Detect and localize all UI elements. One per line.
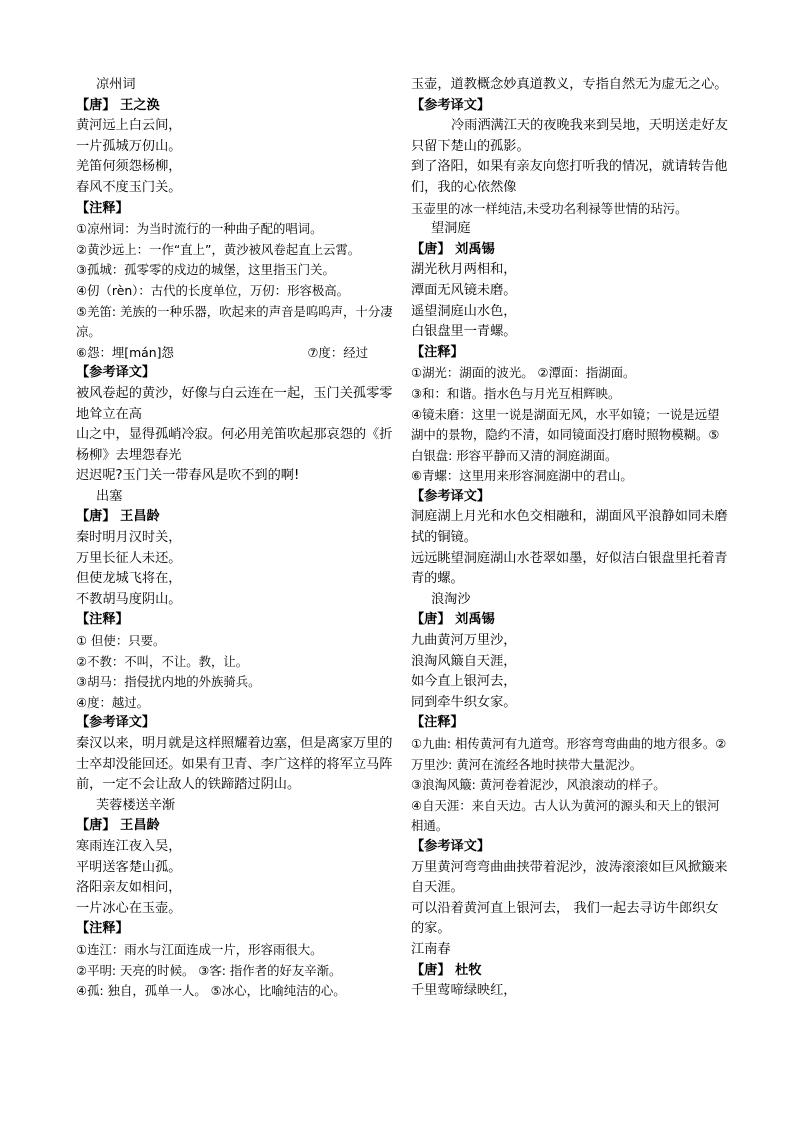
translation-heading: 【参考译文】 — [411, 97, 491, 113]
note: ①凉州词：为当时流行的一种曲子配的唱词。 — [76, 221, 323, 237]
poem-line: 万里长征人未还。 — [76, 550, 182, 566]
poem-title: 江南春 — [411, 941, 451, 957]
note: ④自天涯：来自天边。古人认为黄河的源头和天上的银河相通。 — [411, 797, 720, 834]
poem-author: 【唐】 王昌龄 — [76, 509, 160, 525]
note: ⑤羌笛: 羌族的一种乐器，吹起来的声音是呜呜声，十分凄凉。 — [76, 303, 393, 340]
note: ②黄沙远上：一作“直上”，黄沙被风卷起直上云霄。 — [76, 241, 361, 257]
note-continuation: 玉壶，道教概念妙真道教义，专指自然无为虚无之心。 — [411, 77, 728, 92]
note-row — [76, 343, 394, 364]
poem-title: 望洞庭 — [431, 221, 471, 237]
poem-line: 一片冰心在玉壶。 — [76, 900, 182, 916]
note: ⑦度：经过 — [307, 344, 368, 360]
note: ⑥青螺：这里用来形容洞庭湖中的君山。 — [411, 468, 633, 484]
translation-text: 迟迟呢?玉门关一带春风是吹不到的啊! — [76, 468, 300, 484]
note: ②不教：不叫，不让。教，让。 — [76, 653, 249, 669]
poem-line: 不教胡马度阴山。 — [76, 591, 182, 607]
translation-text: 万里黄河弯弯曲曲挟带着泥沙，波涛滚滚如巨风掀簸来自天涯。 — [411, 859, 728, 896]
note: ①湖光：湖面的波光。 ②潭面：指湖面。 — [411, 365, 636, 381]
note: ②平明: 天亮的时候。 ③客: 指作者的好友辛渐。 — [76, 962, 342, 978]
poem-line: 春风不度玉门关。 — [76, 179, 182, 195]
translation-heading: 【参考译文】 — [76, 365, 156, 381]
translation-text: 到了洛阳，如果有亲友向您打听我的情况，就请转告他们，我的心依然像 — [411, 159, 728, 195]
poem-line: 羌笛何须怨杨柳， — [76, 159, 182, 175]
notes-heading: 【注释】 — [76, 921, 129, 937]
notes-heading: 【注释】 — [76, 200, 129, 216]
poem-line: 但使龙城飞将在， — [76, 571, 182, 587]
note: ①连江：雨水与江面连成一片，形容雨很大。 — [76, 941, 323, 957]
poem-line: 如今直上银河去， — [411, 674, 517, 690]
note: ④度：越过。 — [76, 694, 150, 710]
poem-author: 【唐】 杜牧 — [411, 962, 482, 978]
note: ④孤: 独自，孤单一人。 ⑤冰心，比喻纯洁的心。 — [76, 983, 346, 999]
poem-title: 浪淘沙 — [431, 591, 471, 607]
note: ④仞（rèn）：古代的长度单位，万仞：形容极高。 — [76, 282, 350, 298]
poem-line: 同到牵牛织女家。 — [411, 694, 517, 710]
translation-text: 被风卷起的黄沙，好像与白云连在一起，玉门关孤零零地耸立在高 — [76, 385, 393, 422]
note: ① 但使：只要。 — [76, 633, 166, 649]
translation-text: 可以沿着黄河直上银河去， 我们一起去寻访牛郎织女的家。 — [411, 900, 719, 937]
translation-text: 冷雨洒满江天的夜晚我来到吴地，天明送走好友只留下楚山的孤影。 — [411, 118, 728, 154]
note: ③和：和谐。指水色与月光互相辉映。 — [411, 385, 621, 401]
note: ③浪淘风簸: 黄河卷着泥沙，风浪滚动的样子。 — [411, 777, 666, 793]
translation-text: 玉壶里的冰一样纯洁,未受功名利禄等世情的玷污。 — [411, 200, 688, 216]
notes-heading: 【注释】 — [411, 344, 464, 360]
poem-title: 出塞 — [96, 488, 123, 504]
poem-line: 一片孤城万仞山。 — [76, 138, 182, 154]
poem-line: 洛阳亲友如相问， — [76, 880, 182, 896]
poem-line: 九曲黄河万里沙， — [411, 633, 517, 649]
poem-line: 寒雨连江夜入吴， — [76, 838, 182, 854]
note: ③孤城：孤零零的戍边的城堡，这里指玉门关。 — [76, 262, 335, 278]
poem-line: 白银盘里一青螺。 — [411, 324, 517, 340]
translation-text: 山之中，显得孤峭冷寂。何必用羌笛吹起那哀怨的《折杨柳》去埋怨春光 — [76, 427, 393, 463]
poem-line: 浪淘风簸自天涯， — [411, 653, 517, 669]
poem-line: 湖光秋月两相和， — [411, 262, 517, 278]
poem-line: 黄河远上白云间， — [76, 118, 182, 134]
poem-title: 芙蓉楼送辛渐 — [96, 797, 176, 813]
translation-text: 远远眺望洞庭湖山水苍翠如墨，好似洁白银盘里托着青青的螺。 — [411, 550, 728, 587]
poem-line: 平明送客楚山孤。 — [76, 859, 182, 875]
note: ⑥怨：埋[mán]怨 — [76, 344, 174, 360]
translation-heading: 【参考译文】 — [411, 488, 491, 504]
right-column — [411, 75, 731, 1002]
poem-author: 【唐】 王之涣 — [76, 97, 160, 113]
poem-line: 千里莺啼绿映红， — [411, 983, 517, 999]
poem-line: 遥望洞庭山水色， — [411, 303, 517, 319]
poem-line: 秦时明月汉时关， — [76, 530, 182, 546]
translation-heading: 【参考译文】 — [76, 715, 156, 731]
note: ③胡马：指侵扰内地的外族骑兵。 — [76, 674, 261, 690]
poem-author: 【唐】 刘禹锡 — [411, 612, 495, 628]
poem-title: 凉州词 — [96, 77, 136, 92]
translation-text: 秦汉以来，明月就是这样照耀着边塞，但是离家万里的士卒却没能回还。如果有卫青、李广这样的将军立马阵前，一定不会让敌人的铁蹄踏过阴山。 — [76, 736, 393, 793]
poem-line: 潭面无风镜未磨。 — [411, 282, 517, 298]
translation-heading: 【参考译文】 — [411, 838, 491, 854]
note: ④镜未磨：这里一说是湖面无风，水平如镜；一说是远望湖中的景物，隐约不清，如同镜面没打磨时照物模糊。⑤白银盘: 形容平静而又清的洞庭湖面。 — [411, 406, 720, 463]
translation-text: 洞庭湖上月光和水色交相融和，湖面风平浪静如同未磨拭的铜镜。 — [411, 509, 728, 546]
notes-heading: 【注释】 — [411, 715, 464, 731]
notes-heading: 【注释】 — [76, 612, 129, 628]
poem-author: 【唐】 王昌龄 — [76, 818, 160, 834]
note: ①九曲: 相传黄河有九道弯。形容弯弯曲曲的地方很多。②万里沙: 黄河在流经各地时挟带大量泥沙。 — [411, 736, 727, 772]
poem-author: 【唐】 刘禹锡 — [411, 241, 495, 257]
left-column — [76, 75, 394, 1002]
